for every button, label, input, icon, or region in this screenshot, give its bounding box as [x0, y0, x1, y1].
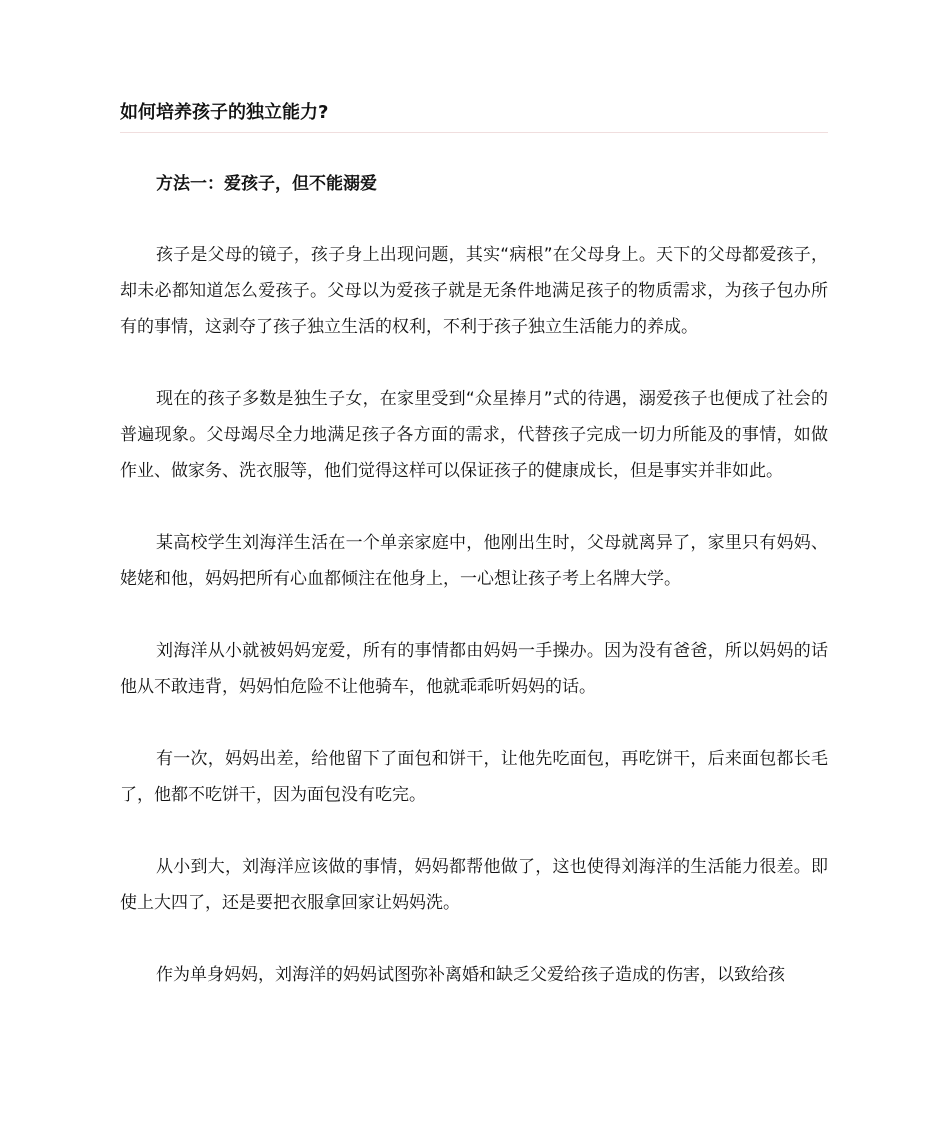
paragraph-7: 作为单身妈妈，刘海洋的妈妈试图弥补离婚和缺乏父爱给孩子造成的伤害，以致给孩 — [156, 965, 785, 985]
paragraph-3: 某高校学生刘海洋生活在一个单亲家庭中，他刚出生时，父母就离异了，家里只有妈妈、姥姥和他，妈妈把所有心血都倾注在他身上，一心想让孩子考上名牌大学。 — [120, 533, 828, 589]
paragraph-1: 孩子是父母的镜子，孩子身上出现问题，其实“病根”在父母身上。天下的父母都爱孩子，却未必都知道怎么爱孩子。父母以为爱孩子就是无条件地满足孩子的物质需求，为孩子包办所有的事情，这剥夺了孩子独立生活的权利，不利于孩子独立生活能力的养成。 — [120, 245, 828, 337]
document-title: 如何培养孩子的独立能力? — [120, 102, 329, 123]
section-heading: 方法一：爱孩子，但不能溺爱 — [156, 174, 377, 194]
body-text — [120, 237, 828, 1029]
title-divider — [120, 132, 828, 133]
paragraph-6: 从小到大，刘海洋应该做的事情，妈妈都帮他做了，这也使得刘海洋的生活能力很差。即使上大四了，还是要把衣服拿回家让妈妈洗。 — [120, 857, 828, 913]
paragraph-5: 有一次，妈妈出差，给他留下了面包和饼干，让他先吃面包，再吃饼干，后来面包都长毛了，他都不吃饼干，因为面包没有吃完。 — [120, 749, 828, 805]
paragraph-4: 刘海洋从小就被妈妈宠爱，所有的事情都由妈妈一手操办。因为没有爸爸，所以妈妈的话他从不敢违背，妈妈怕危险不让他骑车，他就乖乖听妈妈的话。 — [120, 641, 828, 697]
paragraph-2: 现在的孩子多数是独生子女，在家里受到“众星捧月”式的待遇，溺爱孩子也便成了社会的普遍现象。父母竭尽全力地满足孩子各方面的需求，代替孩子完成一切力所能及的事情，如做作业、做家务、洗衣服等，他们觉得这样可以保证孩子的健康成长，但是事实并非如此。 — [120, 389, 828, 481]
